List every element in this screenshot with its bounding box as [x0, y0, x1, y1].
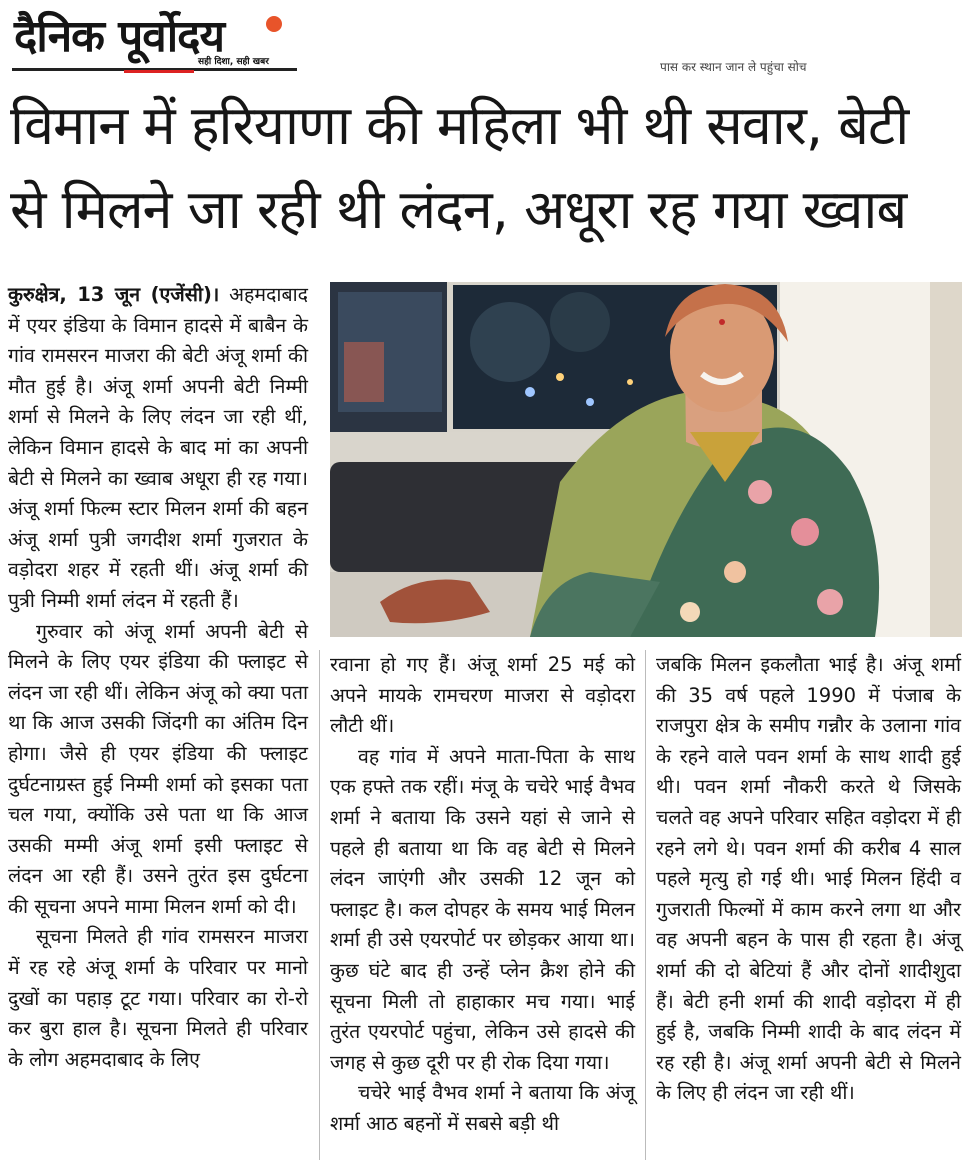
article-paragraph: वह गांव में अपने माता-पिता के साथ एक हफ्ते तक रहीं। मंजू के चचेरे भाई वैभव शर्मा ने बताया कि उसने यहां से जाने से पहले ही बताया था कि वह बेटी से मिलने लंदन जाएंगी और उसकी 12 जून को फ्लाइट है। कल दोपहर के समय भाई मिलन शर्मा ही उसे एयरपोर्ट पर छोड़कर आया था। कुछ घंटे बाद ही उन्हें प्लेन क्रैश होने की सूचना मिली तो हाहाकार मच गया। भाई तुरंत एयरपोर्ट पहुंचा, लेकिन उसे हादसे की जगह से कुछ दूरी पर ही रोक दिया गया। — [330, 744, 635, 1074]
newspaper-name: दैनिक पूर्वोदय — [14, 11, 225, 62]
masthead — [12, 4, 297, 74]
headline — [10, 84, 960, 252]
article-paragraph: जबकि मिलन इकलौता भाई है। अंजू शर्मा की 35 वर्ष पहले 1990 में पंजाब के राजपुरा क्षेत्र के समीप गन्नौर के उलाना गांव के रहने वाले पवन शर्मा के साथ शादी हुई थी। पवन शर्मा नौकरी करते थे जिसके चलते वह अपने परिवार सहित वड़ोदरा में ही रहने लगे थे। पवन शर्मा की करीब 4 साल पहले मृत्यु हो गई थी। भाई मिलन हिंदी व गुजराती फिल्मों में काम करने लगा था और वह अपनी बहन के पास ही रहता है। अंजू शर्मा की दो बेटियां हैं और दोनों शादीशुदा हैं। बेटी हनी शर्मा की शादी वड़ोदरा में ही हुई है, जबकि निम्मी शादी के बाद लंदन में रह रही है। अंजू शर्मा अपनी बेटी से मिलने के लिए ही लंदन जा रही थीं। — [656, 653, 961, 1105]
article-column-3 — [656, 650, 961, 1109]
headline-line-1: विमान में हरियाणा की महिला भी थी सवार, बेटी — [10, 94, 909, 157]
article-paragraph: गुरुवार को अंजू शर्मा अपनी बेटी से मिलने के लिए एयर इंडिया की फ्लाइट से लंदन जा रही थीं। लेकिन अंजू को क्या पता था कि आज उसकी जिंदगी का अंतिम दिन होगा। जैसे ही एयर इंडिया की फ्लाइट दुर्घटनाग्रस्त हुई निम्मी शर्मा को इसका पता चल गया, क्योंकि उसे पता था कि आज उसकी मम्मी अंजू शर्मा इसी फ्लाइट से लंदन आ रही हैं। उसने तुरंत इस दुर्घटना की सूचना अपने मामा मिलन शर्मा को दी। — [8, 619, 308, 918]
article-paragraph: चचेरे भाई वैभव शर्मा ने बताया कि अंजू शर्मा आठ बहनों में सबसे बड़ी थी — [330, 1081, 635, 1135]
article-paragraph: सूचना मिलते ही गांव रामसरन माजरा में रह रहे अंजू शर्मा के परिवार पर मानो दुखों का पहाड़ टूट गया। परिवार का रो-रो कर बुरा हाल है। सूचना मिलते ही परिवार के लोग अहमदाबाद के लिए — [8, 925, 308, 1071]
masthead-accent-rule — [124, 70, 194, 73]
column-divider — [319, 650, 320, 1160]
headline-line-2: से मिलने जा रही थी लंदन, अधूरा रह गया ख्वाब — [10, 178, 907, 241]
article-paragraph — [8, 280, 308, 617]
newspaper-tagline: सही दिशा, सही खबर — [198, 57, 269, 67]
logo-dot-icon — [266, 16, 282, 32]
article-text: अहमदाबाद में एयर इंडिया के विमान हादसे में बाबैन के गांव रामसरन माजरा की बेटी अंजू शर्मा की मौत हुई है। अंजू शर्मा अपनी बेटी निम्मी शर्मा से मिलने के लिए लंदन जा रही थीं, लेकिन विमान हादसे के बाद मां का अपनी बेटी से मिलने का ख्वाब अधूरा ही रह गया। अंजू शर्मा फिल्म स्टार मिलन शर्मा की बहन अंजू शर्मा पुत्री जगदीश शर्मा गुजरात के वड़ोदरा शहर में रहती थीं। अंजू शर्मा की पुत्री निम्मी शर्मा लंदन में रहती हैं। — [8, 283, 308, 612]
dateline: कुरुक्षेत्र, 13 जून (एजेंसी)। — [8, 283, 220, 306]
article-photo — [330, 282, 962, 637]
article-paragraph: रवाना हो गए हैं। अंजू शर्मा 25 मई को अपने मायके रामचरण माजरा से वड़ोदरा लौटी थीं। — [330, 653, 635, 738]
clipped-top-text: पास कर स्थान जान ले पहुंचा सोच — [660, 60, 807, 74]
column-divider — [645, 650, 646, 1160]
article-column-2 — [330, 650, 635, 1140]
article-column-1 — [8, 280, 308, 1075]
